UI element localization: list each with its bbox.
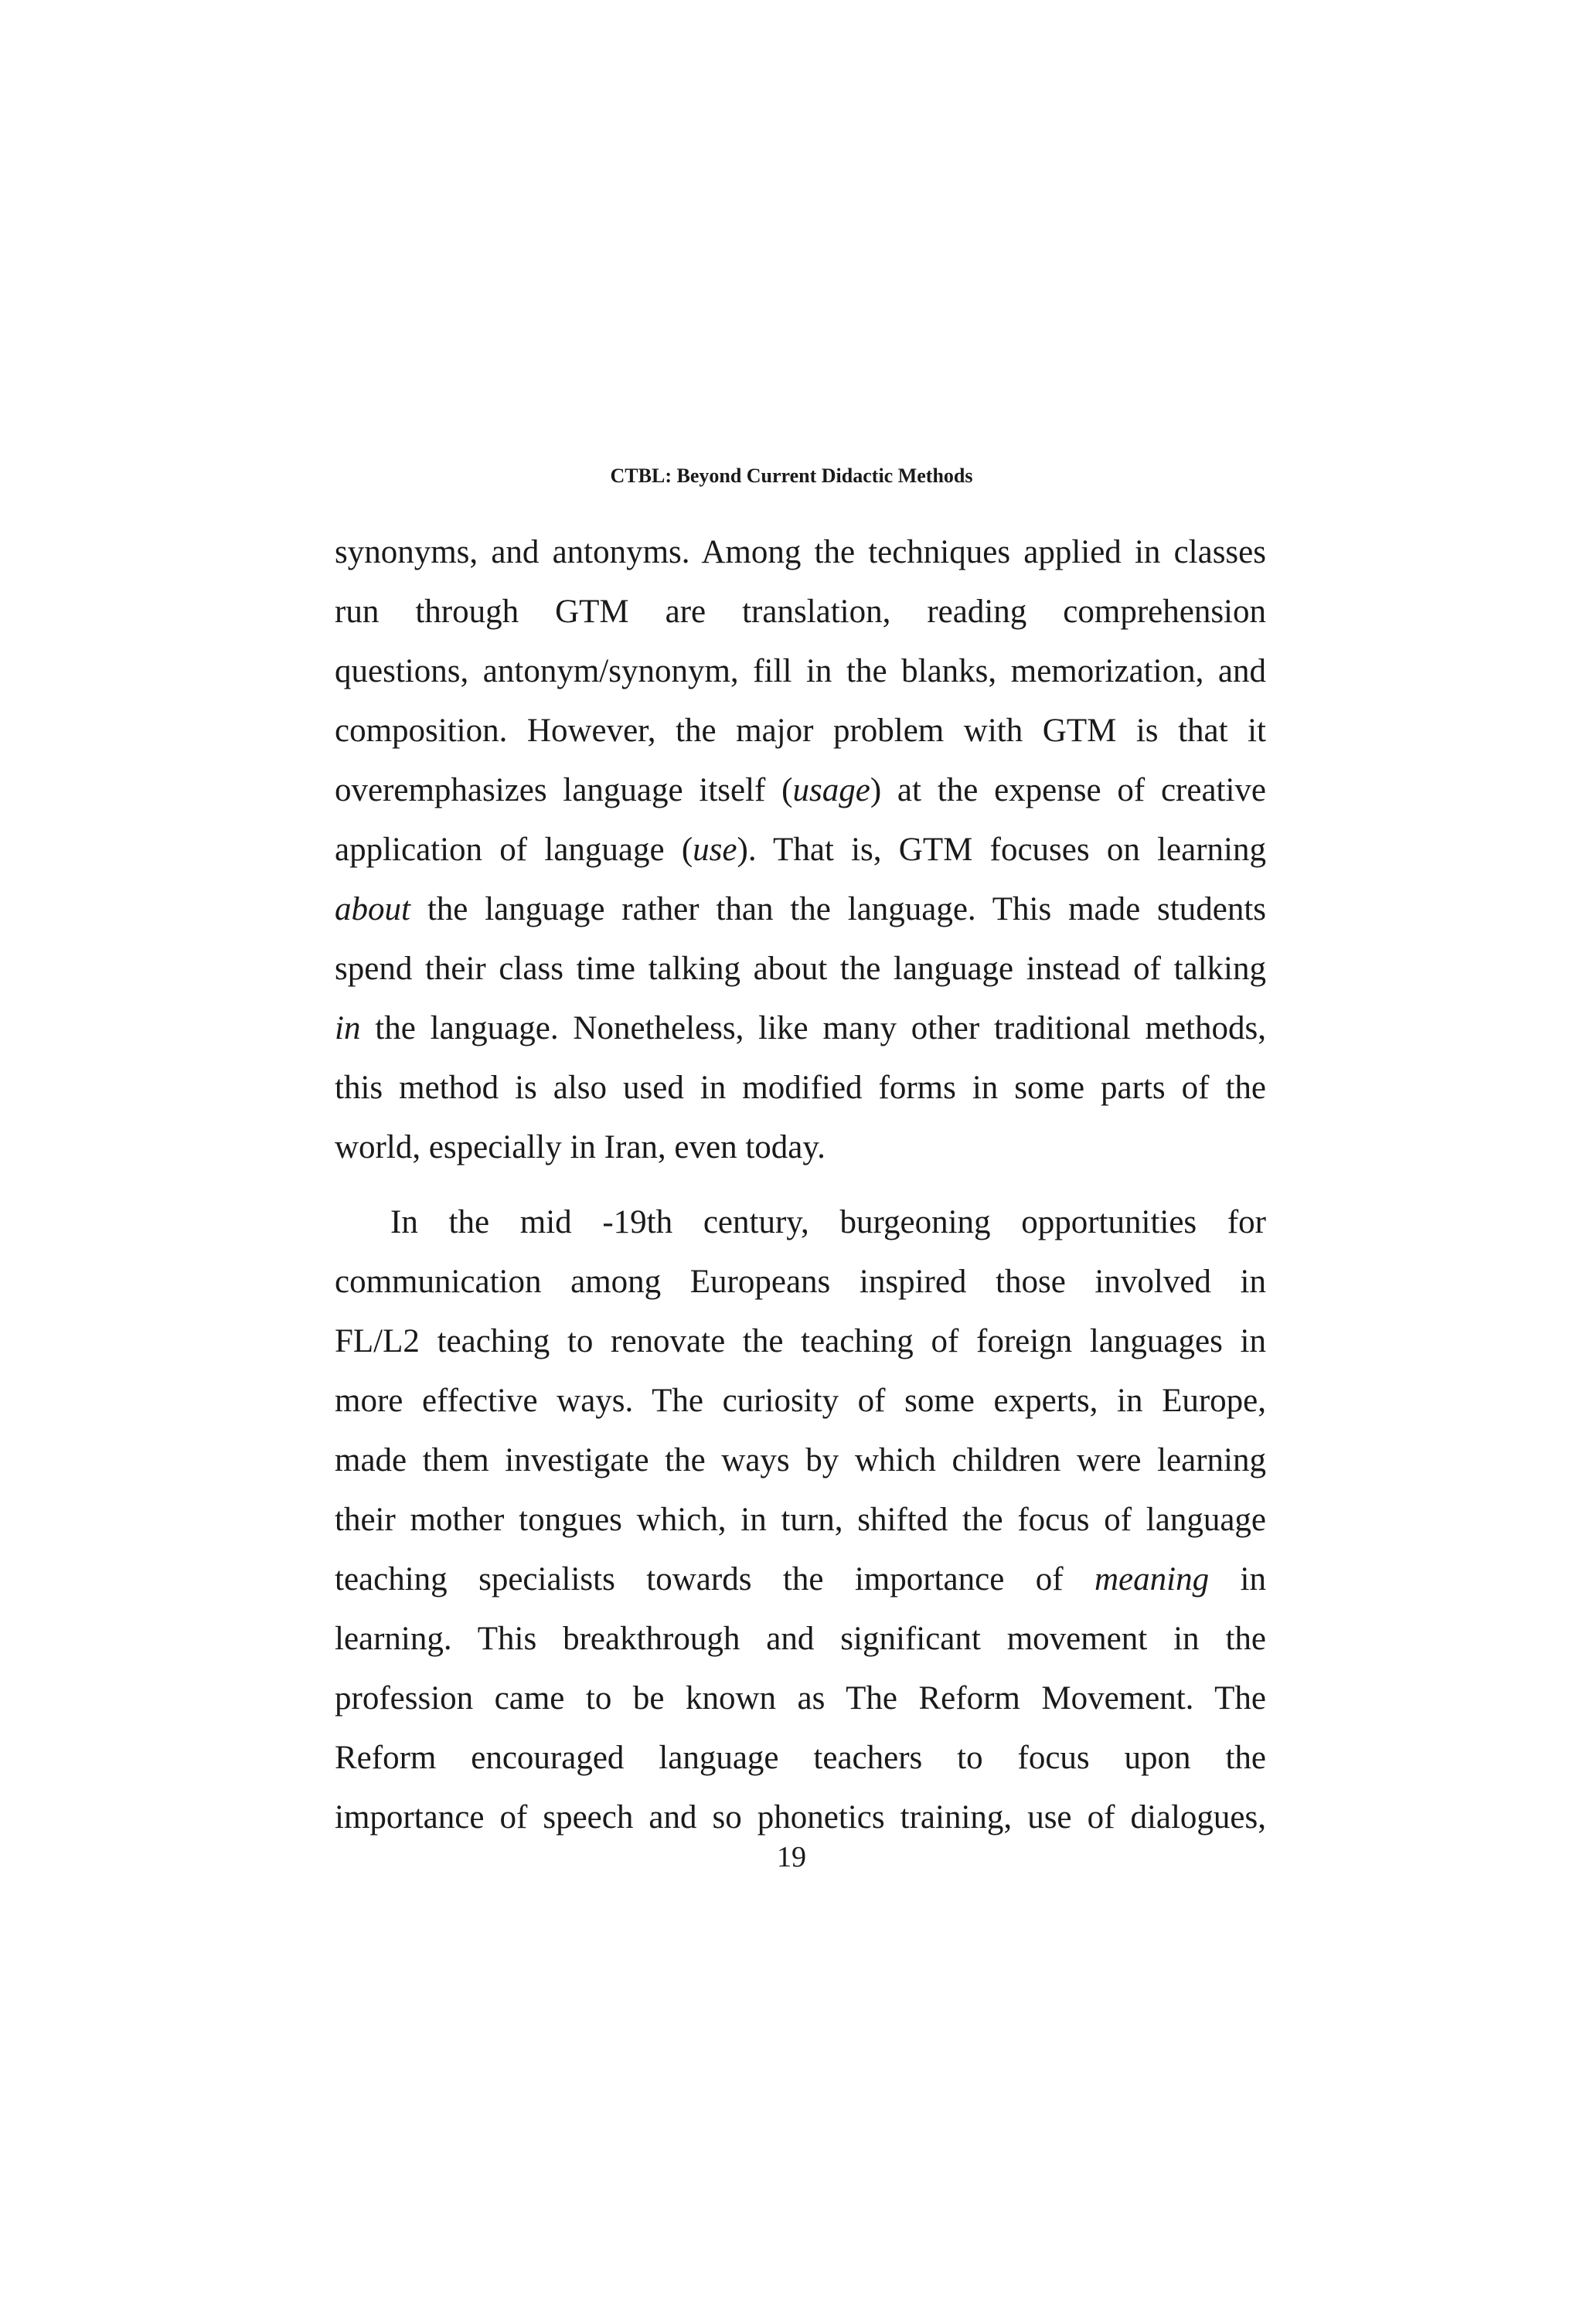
paragraph-gap (335, 1177, 1266, 1193)
text-line (335, 701, 1266, 760)
text-segment: ). That is, GTM focuses on learning (737, 832, 1266, 868)
text-line (335, 582, 1266, 641)
text-line (335, 1669, 1266, 1728)
paragraph (335, 1193, 1266, 1847)
italic-text: meaning (1094, 1561, 1210, 1598)
text-line (335, 1371, 1266, 1431)
text-segment: made them investigate the ways by which children were learning (335, 1442, 1266, 1478)
text-segment: teaching specialists towards the importance of (335, 1561, 1094, 1598)
text-segment: profession came to be known as The Reform Movement. The (335, 1680, 1266, 1717)
text-line (335, 1193, 1266, 1252)
text-segment: this method is also used in modified forms in some parts of the (335, 1070, 1266, 1106)
text-segment: questions, antonym/synonym, fill in the blanks, memorization, and (335, 653, 1266, 689)
text-line (335, 760, 1266, 820)
text-line (335, 1550, 1266, 1609)
text-line (335, 1312, 1266, 1371)
text-segment: application of language ( (335, 832, 693, 868)
text-segment: run through GTM are translation, reading comprehension (335, 594, 1266, 630)
text-segment: synonyms, and antonyms. Among the techniques applied in classes (335, 534, 1266, 570)
text-line (335, 1609, 1266, 1669)
text-line (335, 1728, 1266, 1788)
text-segment: the language. Nonetheless, like many other traditional methods, (360, 1010, 1266, 1046)
text-segment: ) at the expense of creative (870, 772, 1267, 808)
text-segment: Reform encouraged language teachers to focus upon the (335, 1740, 1266, 1776)
italic-text: in (335, 1010, 361, 1046)
page-number: 19 (777, 1841, 806, 1873)
text-segment: overemphasizes language itself ( (335, 772, 793, 808)
text-segment: in (1209, 1561, 1266, 1598)
text-line (335, 641, 1266, 701)
paragraph (335, 522, 1266, 1177)
text-segment: more effective ways. The curiosity of some experts, in Europe, (335, 1383, 1266, 1419)
text-segment: their mother tongues which, in turn, shifted the focus of language (335, 1502, 1266, 1538)
italic-text: use (693, 832, 737, 868)
text-line (335, 1252, 1266, 1312)
text-line (335, 939, 1266, 999)
italic-text: usage (792, 772, 870, 808)
text-line (335, 1058, 1266, 1118)
text-segment: learning. This breakthrough and significant movement in the (335, 1621, 1266, 1657)
text-segment: importance of speech and so phonetics training, use of dialogues, (335, 1799, 1266, 1836)
text-segment: FL/L2 teaching to renovate the teaching of foreign languages in (335, 1323, 1266, 1359)
text-line (335, 999, 1266, 1058)
text-line (335, 522, 1266, 582)
text-segment: composition. However, the major problem with GTM is that it (335, 713, 1266, 749)
italic-text: about (335, 891, 410, 927)
body-text (335, 522, 1266, 1847)
text-segment: communication among Europeans inspired those involved in (335, 1264, 1266, 1300)
text-segment: spend their class time talking about the language instead of talking (335, 951, 1266, 987)
text-line (335, 820, 1266, 880)
text-segment: In the mid -19th century, burgeoning opportunities for (390, 1204, 1266, 1240)
text-line (335, 1118, 1266, 1177)
text-line (335, 1490, 1266, 1550)
text-segment: the language rather than the language. This made students (410, 891, 1266, 927)
text-line (335, 880, 1266, 939)
text-segment: world, especially in Iran, even today. (335, 1129, 826, 1165)
running-header: CTBL: Beyond Current Didactic Methods (610, 464, 973, 487)
text-line (335, 1431, 1266, 1490)
